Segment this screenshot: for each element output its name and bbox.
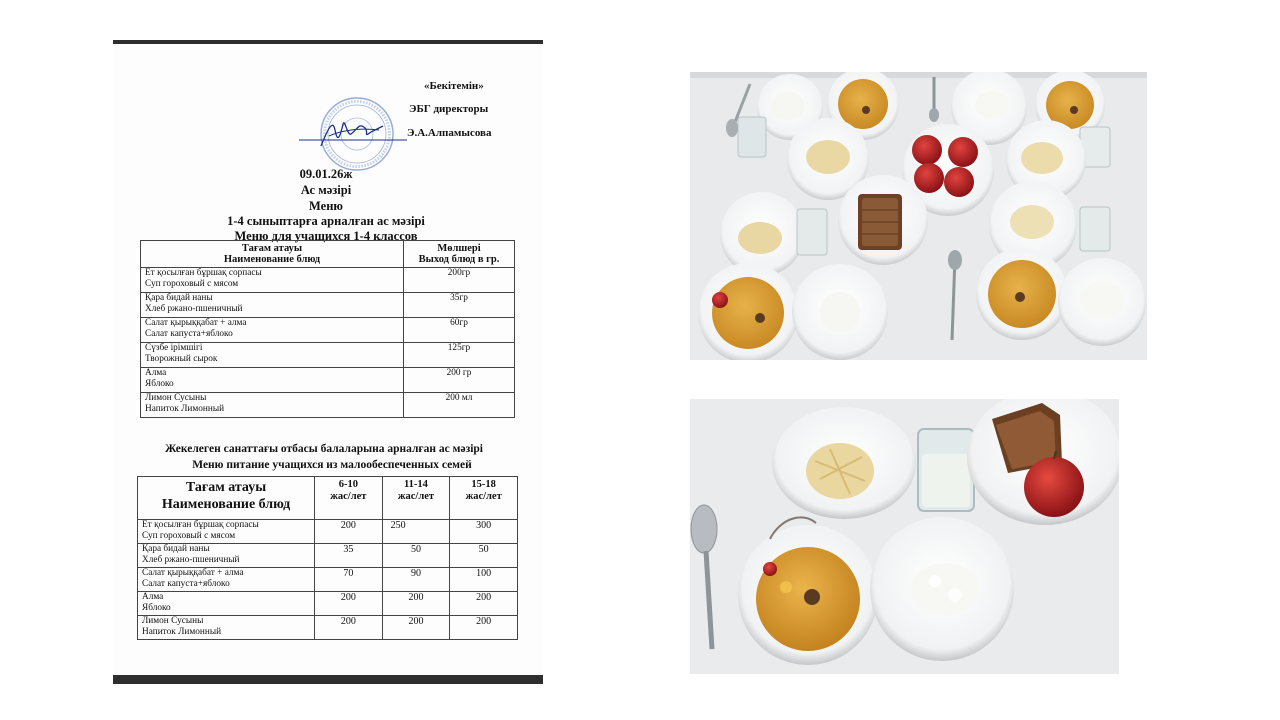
menu-subtitle-ru: Меню для учащихся 1-4 классов (234, 229, 418, 243)
portion-11-14: 200 (382, 592, 450, 616)
table-row (138, 568, 518, 592)
menu-document (113, 40, 543, 684)
table-overview-image (690, 72, 1147, 360)
table-row (138, 616, 518, 640)
dish-cell (138, 544, 315, 568)
dish-cell (141, 268, 404, 293)
portion-cell: 200 гр (404, 368, 515, 393)
dish-name-ru: Напиток Лимонный (142, 627, 222, 637)
menu-date: 09.01.26ж (299, 167, 353, 181)
section2-heading-ru: Меню питание учащихся из малообеспеченных семей (192, 459, 472, 471)
portion-15-18: 300 (450, 520, 518, 544)
dish-name-kz: Алма (142, 592, 164, 602)
dish-name-ru: Напиток Лимонный (145, 404, 225, 414)
menu-table-low-income (137, 476, 518, 640)
dish-name-kz: Қара бидай наны (145, 293, 213, 303)
table-row (138, 544, 518, 568)
age-unit: жас/лет (397, 491, 435, 502)
table-row (141, 393, 515, 418)
dish-name-ru: Яблоко (145, 379, 174, 389)
age-range: 11-14 (404, 479, 428, 490)
photo-single-portion (690, 399, 1119, 674)
portion-cell: 200гр (404, 268, 515, 293)
dish-cell (138, 616, 315, 640)
portion-15-18: 200 (450, 592, 518, 616)
header-dish-name-kz: Тағам атауы (185, 480, 267, 495)
dish-name-ru: Хлеб ржано-пшеничный (145, 304, 243, 314)
dish-name-kz: Ет қосылған бұршақ сорпасы (145, 268, 262, 278)
header-age-group-3 (450, 477, 518, 520)
dish-cell (138, 592, 315, 616)
dish-name-kz: Салат қырыққабат + алма (142, 568, 244, 578)
portion-cell: 200 мл (404, 393, 515, 418)
dish-cell (141, 393, 404, 418)
table-row (141, 343, 515, 368)
portion-cell: 125гр (404, 343, 515, 368)
header-portion (404, 241, 515, 268)
table-header-row (138, 477, 518, 520)
portion-6-10: 200 (315, 592, 383, 616)
portion-11-14: 90 (382, 568, 450, 592)
portion-6-10: 70 (315, 568, 383, 592)
portion-6-10: 200 (315, 520, 383, 544)
dish-name-ru: Салат капуста+яблоко (142, 579, 230, 589)
portion-15-18: 200 (450, 616, 518, 640)
dish-name-kz: Сүзбе ірімшігі (145, 343, 203, 353)
portion-15-18: 50 (450, 544, 518, 568)
approval-heading: «Бекітемін» (424, 80, 484, 92)
dish-cell (138, 520, 315, 544)
portion-cell: 35гр (404, 293, 515, 318)
table-header-row (141, 241, 515, 268)
dish-name-kz: Лимон Сусыны (142, 616, 204, 626)
dish-cell (141, 318, 404, 343)
dish-name-kz: Ет қосылған бұршақ сорпасы (142, 520, 259, 530)
header-age-group-2 (382, 477, 450, 520)
single-portion-image (690, 399, 1119, 674)
age-unit: жас/лет (465, 491, 502, 502)
header-dish-name-kz: Тағам атауы (241, 243, 303, 254)
header-dish-name-ru: Наименование блюд (161, 497, 291, 512)
dish-name-kz: Қара бидай наны (142, 544, 210, 554)
dish-cell (141, 343, 404, 368)
table-row (138, 520, 518, 544)
dish-cell (138, 568, 315, 592)
header-age-group-1 (315, 477, 383, 520)
dish-name-ru: Хлеб ржано-пшеничный (142, 555, 240, 565)
portion-11-14: 200 (382, 616, 450, 640)
dish-name-kz: Лимон Сусыны (145, 393, 207, 403)
dish-name-ru: Яблоко (142, 603, 171, 613)
approval-name: Э.А.Алпамысова (407, 127, 492, 139)
header-portion-ru: Выход блюд в гр. (418, 254, 500, 265)
dish-cell (141, 293, 404, 318)
approval-position: ЭБГ директоры (409, 103, 489, 115)
age-range: 6-10 (338, 479, 358, 490)
dish-name-kz: Алма (145, 368, 167, 378)
dish-cell (141, 368, 404, 393)
age-unit: жас/лет (330, 491, 367, 502)
menu-subtitle-kz: 1-4 сыныптарға арналған ас мәзірі (227, 214, 425, 228)
portion-11-14: 50 (382, 544, 450, 568)
section2-heading-kz: Жекелеген санаттағы отбасы балаларына арналған ас мәзірі (165, 443, 483, 455)
dish-name-ru: Салат капуста+яблоко (145, 329, 233, 339)
table-row (141, 293, 515, 318)
dish-name-ru: Творожный сырок (145, 354, 218, 364)
portion-6-10: 200 (315, 616, 383, 640)
portion-6-10: 35 (315, 544, 383, 568)
dish-name-ru: Суп гороховый с мясом (145, 279, 239, 289)
photo-table-overview (690, 72, 1147, 360)
menu-title-kz: Ас мәзірі (300, 183, 352, 197)
portion-15-18: 100 (450, 568, 518, 592)
header-portion-kz: Мөлшері (437, 243, 481, 254)
director-signature (299, 116, 409, 152)
header-dish-name (141, 241, 404, 268)
table-row (141, 318, 515, 343)
table-row (138, 592, 518, 616)
age-range: 15-18 (471, 479, 496, 490)
table-row (141, 368, 515, 393)
dish-name-kz: Салат қырыққабат + алма (145, 318, 247, 328)
header-dish-name (138, 477, 315, 520)
header-dish-name-ru: Наименование блюд (223, 254, 321, 265)
portion-11-14: 250 (382, 520, 450, 544)
menu-table-grades-1-4 (140, 240, 515, 418)
portion-cell: 60гр (404, 318, 515, 343)
menu-title-ru: Меню (309, 199, 343, 213)
table-row (141, 268, 515, 293)
dish-name-ru: Суп гороховый с мясом (142, 531, 236, 541)
